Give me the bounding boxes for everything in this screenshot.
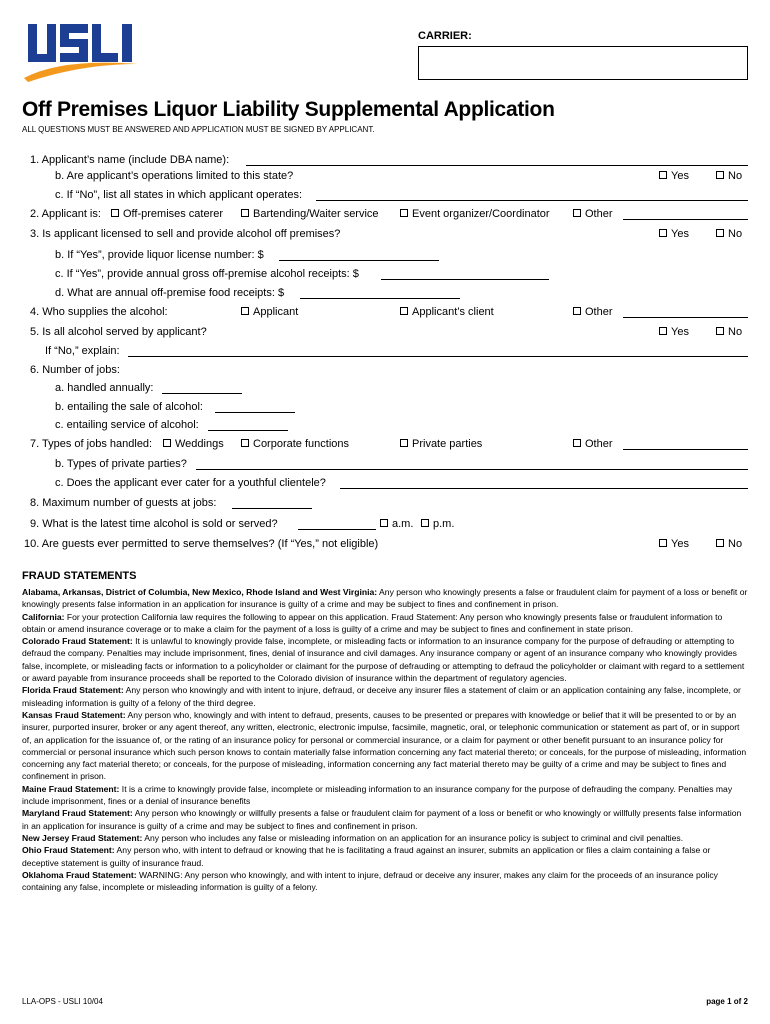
q10-yes-checkbox[interactable] xyxy=(659,538,689,550)
latest-time-field[interactable] xyxy=(298,529,376,530)
q3b-label: b. If “Yes”, provide liquor license number: $ xyxy=(55,249,264,261)
usli-logo xyxy=(22,20,142,82)
checkbox-icon xyxy=(573,439,581,447)
q6c-label: c. entailing service of alcohol: xyxy=(55,419,199,431)
jobs-annual-field[interactable] xyxy=(162,393,242,394)
statement-text: Any person who, knowingly and with intent to defraud, presents, causes to be presented or prepares with knowledge or belief that it will be presented to or by an insurer, purported insurer, broker or any agent thereof, any written, electronic, electronic impulse, facsimile, magnetic, oral, or telephonic communication or statement as part of, or in support of, an application for the issuance of, or the rating of an insurance policy for personal or commercial insurance, or a claim for payment or other benefit pursuant to an insurance policy for commercial or personal insurance which such person knows to contain materially false information concerning any fact material thereto; or conceals, for the purpose of misleading, information concerning any fact material thereto; or conceals, for the purpose of misleading, information concerning any fact material thereto may be guilty of a crime and may be subject to fines and confinement in prison. xyxy=(22,709,747,782)
checkbox-icon xyxy=(111,209,119,217)
alcohol-receipts-field[interactable] xyxy=(381,279,549,280)
fraud-statement-oklahoma xyxy=(22,869,748,894)
checkbox-icon xyxy=(241,307,249,315)
checkbox-icon xyxy=(380,519,388,527)
carrier-input[interactable] xyxy=(418,46,748,80)
no-label: No xyxy=(728,326,743,338)
checkbox-icon xyxy=(659,539,667,547)
q2-other-field[interactable] xyxy=(623,219,748,220)
checkbox-icon xyxy=(659,229,667,237)
q5-yes-checkbox[interactable] xyxy=(659,326,689,338)
statement-heading: Maryland Fraud Statement: xyxy=(22,808,133,819)
q9-pm-checkbox[interactable] xyxy=(421,518,454,530)
q4-applicant-checkbox[interactable] xyxy=(241,306,298,318)
statement-heading: Maine Fraud Statement: xyxy=(22,783,120,794)
fraud-statement-california xyxy=(22,611,748,636)
q1-label: 1. Applicant’s name (include DBA name): xyxy=(30,154,230,166)
checkbox-icon xyxy=(421,519,429,527)
fraud-statement-colorado xyxy=(22,635,748,684)
statement-text: Any person who includes any false or misleading information on an application for an insurance policy is subject to criminal and civil penalties. xyxy=(142,832,684,843)
q2-label: 2. Applicant is: xyxy=(30,208,101,220)
statement-text: For your protection California law requires the following to appear on this application. Fraud Statement: Any person who knowingly presents false or fraudulent information to obtain or amend insurance coverage or to make a claim for the payment of a loss is guilty of a crime and may be subject to fines and confinement in state prison. xyxy=(22,611,723,634)
q4-client-checkbox[interactable] xyxy=(400,306,494,318)
option-label: Bartending/Waiter service xyxy=(253,208,379,220)
statement-text: Any person who knowingly or willfully presents a false or fraudulent claim for payment of a loss or benefit or who knowingly or willfully presents false information in an application for insurance is guilty of a crime and may be subject to fines and confinement in prison. xyxy=(22,808,742,831)
fraud-statement-florida xyxy=(22,684,748,709)
q3d-label: d. What are annual off-premise food receipts: $ xyxy=(55,287,285,299)
checkbox-icon xyxy=(659,171,667,179)
checkbox-icon xyxy=(716,171,724,179)
jobs-service-field[interactable] xyxy=(208,430,288,431)
q4-other-field[interactable] xyxy=(623,317,748,318)
statement-text: Any person who, with intent to defraud or knowing that he is facilitating a fraud against an insurer, submits an application or files a claim containing a false or deceptive statement is guilty of insurance fraud. xyxy=(22,845,711,868)
carrier-label: CARRIER: xyxy=(418,30,472,42)
q2-bartending-checkbox[interactable] xyxy=(241,208,379,220)
q5-explain-label: If “No,” explain: xyxy=(45,345,120,357)
q3c-label: c. If “Yes”, provide annual gross off-premise alcohol receipts: $ xyxy=(55,268,359,280)
q5-explain-field[interactable] xyxy=(128,356,748,357)
statement-heading: Oklahoma Fraud Statement: xyxy=(22,869,137,880)
page-subtitle: ALL QUESTIONS MUST BE ANSWERED AND APPLICATION MUST BE SIGNED BY APPLICANT. xyxy=(22,125,375,134)
q3-no-checkbox[interactable] xyxy=(716,228,742,240)
yes-label: Yes xyxy=(671,538,689,550)
fraud-statement-maryland xyxy=(22,807,748,832)
q1b-no-checkbox[interactable] xyxy=(716,170,742,182)
q7-corporate-checkbox[interactable] xyxy=(241,438,349,450)
statement-text: Any person who knowingly and with intent to injure, defraud, or deceive any insurer files a statement of claim or an application containing any false, incomplete, or misleading information is guilty of a felony of the third degree. xyxy=(22,685,741,708)
fraud-statement-ohio xyxy=(22,844,748,869)
q7-private-checkbox[interactable] xyxy=(400,438,482,450)
statement-heading: Colorado Fraud Statement: xyxy=(22,636,133,647)
fraud-statement-maine xyxy=(22,783,748,808)
q5-no-checkbox[interactable] xyxy=(716,326,742,338)
q2-event-organizer-checkbox[interactable] xyxy=(400,208,550,220)
q7-weddings-checkbox[interactable] xyxy=(163,438,224,450)
statement-heading: California: xyxy=(22,611,65,622)
option-label: Corporate functions xyxy=(253,438,349,450)
q7-other-field[interactable] xyxy=(623,449,748,450)
checkbox-icon xyxy=(241,209,249,217)
q1b-yes-checkbox[interactable] xyxy=(659,170,689,182)
q1c-label: c. If “No”, list all states in which applicant operates: xyxy=(55,189,302,201)
fraud-statements-title: FRAUD STATEMENTS xyxy=(22,570,137,582)
statement-heading: Kansas Fraud Statement: xyxy=(22,709,126,720)
pm-label: p.m. xyxy=(433,518,455,530)
fraud-statements-body xyxy=(22,586,748,893)
q7-label: 7. Types of jobs handled: xyxy=(30,438,153,450)
yes-label: Yes xyxy=(671,170,689,182)
q4-label: 4. Who supplies the alcohol: xyxy=(30,306,168,318)
checkbox-icon xyxy=(573,209,581,217)
page-number: page 1 of 2 xyxy=(706,997,748,1006)
option-label: Weddings xyxy=(175,438,224,450)
q7c-label: c. Does the applicant ever cater for a youthful clientele? xyxy=(55,477,326,489)
jobs-sale-field[interactable] xyxy=(215,412,295,413)
q6b-label: b. entailing the sale of alcohol: xyxy=(55,401,203,413)
option-label: Applicant’s client xyxy=(412,306,494,318)
statement-text: Any person who knowingly presents a false or fraudulent claim for payment of a loss or benefit or knowingly presents false information in an application for insurance is guilty of a crime and may be subject to fines and confinement in prison. xyxy=(22,587,748,610)
option-label: Other xyxy=(585,306,613,318)
states-field[interactable] xyxy=(316,200,748,201)
statement-heading: Florida Fraud Statement: xyxy=(22,685,124,696)
fraud-statement-multi-state xyxy=(22,586,748,611)
private-parties-field[interactable] xyxy=(196,469,748,470)
checkbox-icon xyxy=(573,307,581,315)
fraud-statement-kansas xyxy=(22,709,748,783)
option-label: Other xyxy=(585,438,613,450)
statement-heading: New Jersey Fraud Statement: xyxy=(22,832,143,843)
q9-label: 9. What is the latest time alcohol is sold or served? xyxy=(30,518,278,530)
option-label: Other xyxy=(585,208,613,220)
q2-other-checkbox[interactable] xyxy=(573,208,613,220)
q5-label: 5. Is all alcohol served by applicant? xyxy=(30,326,207,338)
statement-text: It is unlawful to knowingly provide false, incomplete, or misleading facts or information to an insurance company for the purpose of defrauding or attempting to defraud the company. Penalties may include imprisonment, fines, denial of insurance and civil damages. Any insurance company or agent of an insurance company who knowingly provides false, incomplete, or misleading facts or information to a policyholder or claimant for the purpose of defrauding or attempting to defraud the policyholder or claimant with regard to a settlement or award payable from insurance proceeds shall be reported to the Colorado division of insurance within the department of regulatory agencies. xyxy=(22,636,745,684)
q8-label: 8. Maximum number of guests at jobs: xyxy=(30,497,217,509)
statement-heading: Ohio Fraud Statement: xyxy=(22,845,115,856)
no-label: No xyxy=(728,170,743,182)
checkbox-icon xyxy=(400,307,408,315)
q6a-label: a. handled annually: xyxy=(55,382,154,394)
max-guests-field[interactable] xyxy=(232,508,312,509)
option-label: Event organizer/Coordinator xyxy=(412,208,550,220)
checkbox-icon xyxy=(241,439,249,447)
option-label: Off-premises caterer xyxy=(123,208,224,220)
youthful-clientele-field[interactable] xyxy=(340,488,748,489)
q9-am-checkbox[interactable] xyxy=(380,518,413,530)
checkbox-icon xyxy=(163,439,171,447)
checkbox-icon xyxy=(400,439,408,447)
checkbox-icon xyxy=(659,327,667,335)
statement-text: WARNING: Any person who knowingly, and with intent to injure, defraud or deceive any insurer, makes any claim for the proceeds of an insurance policy containing any false, incomplete or misleading information is guilty of a felony. xyxy=(22,869,718,893)
option-label: Private parties xyxy=(412,438,483,450)
option-label: Applicant xyxy=(253,306,299,318)
form-id: LLA-OPS - USLI 10/04 xyxy=(22,997,103,1006)
q6-label: 6. Number of jobs: xyxy=(30,364,120,376)
no-label: No xyxy=(728,538,743,550)
q7b-label: b. Types of private parties? xyxy=(55,458,187,470)
checkbox-icon xyxy=(716,327,724,335)
q2-off-premises-caterer-checkbox[interactable] xyxy=(111,208,223,220)
no-label: No xyxy=(728,228,743,240)
q10-no-checkbox[interactable] xyxy=(716,538,742,550)
checkbox-icon xyxy=(716,539,724,547)
am-label: a.m. xyxy=(392,518,414,530)
checkbox-icon xyxy=(400,209,408,217)
yes-label: Yes xyxy=(671,326,689,338)
license-number-field[interactable] xyxy=(279,260,439,261)
food-receipts-field[interactable] xyxy=(300,298,460,299)
fraud-statement-new-jersey xyxy=(22,832,748,844)
q10-label: 10. Are guests ever permitted to serve themselves? (If “Yes,” not eligible) xyxy=(24,538,379,550)
q4-other-checkbox[interactable] xyxy=(573,306,613,318)
q3-label: 3. Is applicant licensed to sell and provide alcohol off premises? xyxy=(30,228,341,240)
checkbox-icon xyxy=(716,229,724,237)
q3-yes-checkbox[interactable] xyxy=(659,228,689,240)
q7-other-checkbox[interactable] xyxy=(573,438,613,450)
statement-text: It is a crime to knowingly provide false, incomplete or misleading information to an insurance company for the purpose of defrauding the company. Penalties may include imprisonment, fines or a denial of insurance benefits xyxy=(22,783,733,807)
statement-heading: Alabama, Arkansas, District of Columbia, New Mexico, Rhode Island and West Virginia: xyxy=(22,587,378,597)
page-title: Off Premises Liquor Liability Supplemental Application xyxy=(22,98,555,121)
q1b-label: b. Are applicant’s operations limited to this state? xyxy=(55,170,294,182)
applicant-name-field[interactable] xyxy=(246,165,748,166)
yes-label: Yes xyxy=(671,228,689,240)
